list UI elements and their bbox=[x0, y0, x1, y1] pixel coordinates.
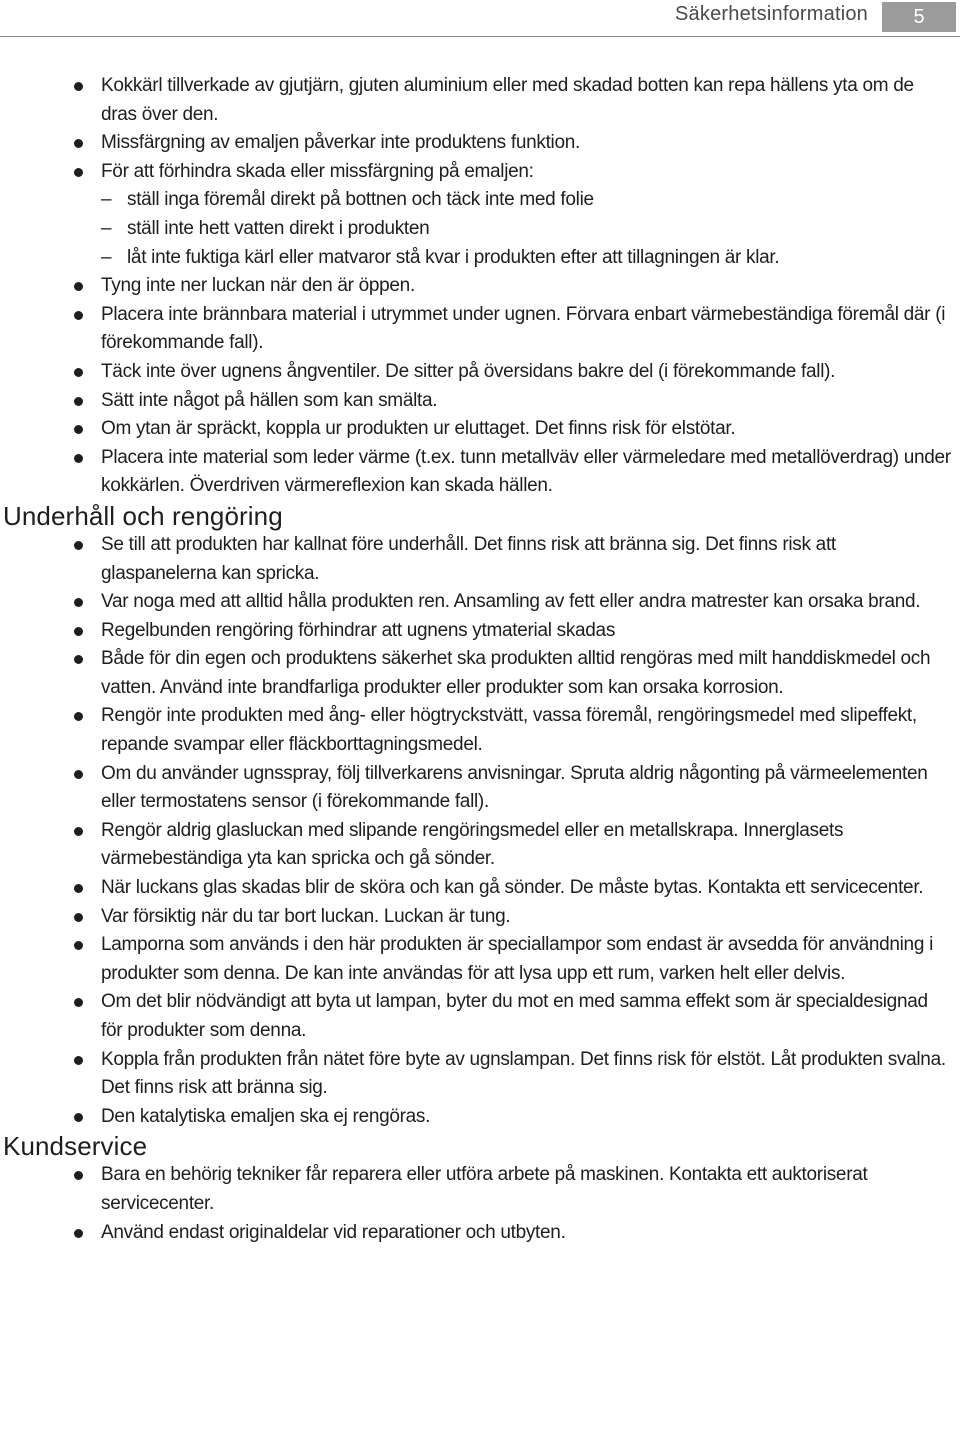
bullet-icon bbox=[74, 454, 83, 463]
bullet-icon bbox=[74, 627, 83, 636]
dash-icon: – bbox=[101, 189, 112, 211]
maintenance-list bbox=[0, 531, 960, 1131]
list-item: För att förhindra skada eller missfärgning på emaljen: – ställ inga föremål direkt på bottnen och täck inte med folie – ställ inte hett vatten direkt i produkten – låt inte fuktiga kärl eller matvaror stå kvar i produkten efter att tillagningen är klar. bbox=[0, 158, 960, 272]
list-item: Placera inte material som leder värme (t.ex. tunn metallväv eller värmeledare med metallöverdrag) under kokkärlen. Överdriven värmereflexion kan skada hällen. bbox=[0, 444, 960, 501]
bullet-icon bbox=[74, 941, 83, 950]
list-item: Placera inte brännbara material i utrymmet under ugnen. Förvara enbart värmebeständiga föremål där (i förekommande fall). bbox=[0, 301, 960, 358]
page-content bbox=[0, 72, 960, 1247]
section-heading-maintenance: Underhåll och rengöring bbox=[3, 500, 283, 531]
list-item: Var försiktig när du tar bort luckan. Luckan är tung. bbox=[0, 903, 960, 932]
list-item: Både för din egen och produktens säkerhet ska produkten alltid rengöras med milt handdiskmedel och vatten. Använd inte brandfarliga produkter eller produkter som kan orsaka korrosion. bbox=[0, 645, 960, 702]
sublist-item: – ställ inga föremål direkt på bottnen och täck inte med folie bbox=[101, 186, 952, 215]
page-header bbox=[0, 0, 960, 37]
bullet-icon bbox=[74, 82, 83, 91]
bullet-icon bbox=[74, 655, 83, 664]
bullet-icon bbox=[74, 770, 83, 779]
page-number: 5 bbox=[882, 2, 956, 32]
sublist-item: – låt inte fuktiga kärl eller matvaror stå kvar i produkten efter att tillagningen är klar. bbox=[101, 244, 952, 273]
bullet-icon bbox=[74, 884, 83, 893]
bullet-icon bbox=[74, 397, 83, 406]
section-heading-customer-service: Kundservice bbox=[3, 1131, 148, 1162]
list-item: Täck inte över ugnens ångventiler. De sitter på översidans bakre del (i förekommande fall). bbox=[0, 358, 960, 387]
bullet-icon bbox=[74, 998, 83, 1007]
bullet-icon bbox=[74, 712, 83, 721]
list-item: Använd endast originaldelar vid reparationer och utbyten. bbox=[0, 1219, 960, 1248]
safety-list bbox=[0, 72, 960, 501]
list-item: Se till att produkten har kallnat före underhåll. Det finns risk att bränna sig. Det finns risk att glaspanelerna kan spricka. bbox=[0, 531, 960, 588]
bullet-icon bbox=[74, 368, 83, 377]
list-item: Kokkärl tillverkade av gjutjärn, gjuten aluminium eller med skadad botten kan repa hällens yta om de dras över den. bbox=[0, 72, 960, 129]
list-item: Lamporna som används i den här produkten är speciallampor som endast är avsedda för användning i produkter som denna. De kan inte användas för att lysa upp ett rum, varken helt eller delvis. bbox=[0, 931, 960, 988]
bullet-icon bbox=[74, 541, 83, 550]
list-item: Var noga med att alltid hålla produkten ren. Ansamling av fett eller andra matrester kan orsaka brand. bbox=[0, 588, 960, 617]
list-item: Rengör aldrig glasluckan med slipande rengöringsmedel eller en metallskrapa. Innerglasets värmebeständiga yta kan spricka och gå sönder. bbox=[0, 817, 960, 874]
bullet-icon bbox=[74, 913, 83, 922]
list-item: Bara en behörig tekniker får reparera eller utföra arbete på maskinen. Kontakta ett auktoriserat servicecenter. bbox=[0, 1161, 960, 1218]
customer-service-list bbox=[0, 1161, 960, 1247]
dash-icon: – bbox=[101, 246, 112, 268]
bullet-icon bbox=[74, 168, 83, 177]
enamel-sublist bbox=[101, 186, 952, 272]
list-item: Missfärgning av emaljen påverkar inte produktens funktion. bbox=[0, 129, 960, 158]
bullet-icon bbox=[74, 1229, 83, 1238]
list-item: Rengör inte produkten med ång- eller högtryckstvätt, vassa föremål, rengöringsmedel med slipeffekt, repande svampar eller fläckborttagningsmedel. bbox=[0, 702, 960, 759]
list-item: Om det blir nödvändigt att byta ut lampan, byter du mot en med samma effekt som är specialdesignad för produkter som denna. bbox=[0, 988, 960, 1045]
sublist-item: – ställ inte hett vatten direkt i produkten bbox=[101, 215, 952, 244]
list-item: Den katalytiska emaljen ska ej rengöras. bbox=[0, 1103, 960, 1132]
bullet-icon bbox=[74, 1171, 83, 1180]
bullet-icon bbox=[74, 598, 83, 607]
list-item: När luckans glas skadas blir de sköra och kan gå sönder. De måste bytas. Kontakta ett servicecenter. bbox=[0, 874, 960, 903]
bullet-icon bbox=[74, 1113, 83, 1122]
list-item: Om du använder ugnsspray, följ tillverkarens anvisningar. Spruta aldrig någonting på värmeelementen eller termostatens sensor (i förekommande fall). bbox=[0, 760, 960, 817]
bullet-icon bbox=[74, 827, 83, 836]
bullet-icon bbox=[74, 1056, 83, 1065]
bullet-icon bbox=[74, 311, 83, 320]
header-title: Säkerhetsinformation bbox=[675, 3, 868, 25]
bullet-icon bbox=[74, 282, 83, 291]
list-item: Om ytan är spräckt, koppla ur produkten ur eluttaget. Det finns risk för elstötar. bbox=[0, 415, 960, 444]
bullet-icon bbox=[74, 139, 83, 148]
list-item: Koppla från produkten från nätet före byte av ugnslampan. Det finns risk för elstöt. Låt produkten svalna. Det finns risk att bränna sig. bbox=[0, 1046, 960, 1103]
dash-icon: – bbox=[101, 217, 112, 239]
bullet-icon bbox=[74, 425, 83, 434]
list-item: Sätt inte något på hällen som kan smälta. bbox=[0, 387, 960, 416]
list-item: Regelbunden rengöring förhindrar att ugnens ytmaterial skadas bbox=[0, 617, 960, 646]
list-item: Tyng inte ner luckan när den är öppen. bbox=[0, 272, 960, 301]
